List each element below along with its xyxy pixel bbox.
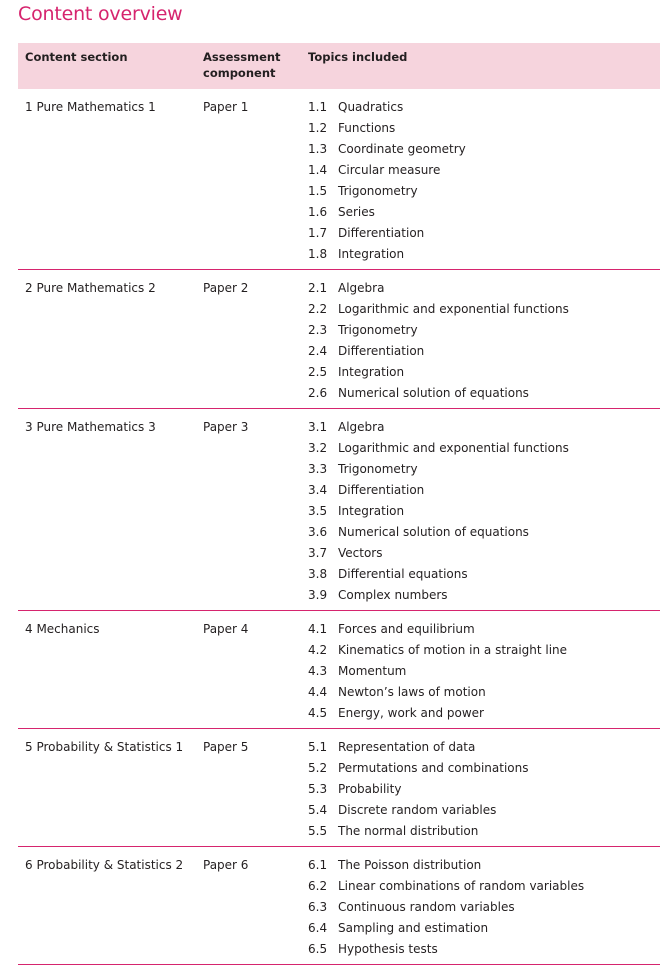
topic-label: Vectors	[338, 546, 383, 560]
topic-number: 1.5	[308, 184, 328, 198]
topic-item	[308, 585, 660, 606]
assessment-component: Paper 6	[203, 858, 249, 872]
topic-label: Linear combinations of random variables	[338, 879, 585, 893]
topic-label: Representation of data	[338, 740, 476, 754]
content-section-name: 6 Probability & Statistics 2	[25, 858, 184, 872]
topic-number: 6.3	[308, 900, 328, 914]
topic-label: Forces and equilibrium	[338, 622, 475, 636]
topic-label: Kinematics of motion in a straight line	[338, 643, 568, 657]
content-section-name: 1 Pure Mathematics 1	[25, 100, 156, 114]
content-section-name: 4 Mechanics	[25, 622, 100, 636]
topic-label: Numerical solution of equations	[338, 525, 529, 539]
topic-label: Circular measure	[338, 163, 441, 177]
topic-label: Differentiation	[338, 226, 425, 240]
topic-number: 1.8	[308, 247, 328, 261]
topic-item	[308, 703, 660, 724]
topic-label: Functions	[338, 121, 396, 135]
topic-label: Complex numbers	[338, 588, 448, 602]
table-row	[18, 270, 660, 409]
topic-number: 2.6	[308, 386, 328, 400]
assessment-component: Paper 4	[203, 622, 249, 636]
topic-item	[308, 939, 660, 960]
topic-number: 3.3	[308, 462, 328, 476]
topic-item	[308, 876, 660, 897]
topic-number: 4.3	[308, 664, 328, 678]
topic-item	[308, 918, 660, 939]
topic-label: The normal distribution	[338, 824, 479, 838]
topic-item	[308, 480, 660, 501]
table-row	[18, 409, 660, 611]
topic-label: Algebra	[338, 281, 385, 295]
header-topics-included: Topics included	[308, 50, 408, 64]
content-section-name: 3 Pure Mathematics 3	[25, 420, 156, 434]
topic-item	[308, 438, 660, 459]
topic-item	[308, 522, 660, 543]
topic-number: 2.1	[308, 281, 328, 295]
topic-number: 5.4	[308, 803, 328, 817]
table-row	[18, 729, 660, 847]
header-content-section: Content section	[25, 50, 128, 64]
topic-item	[308, 855, 660, 876]
topic-item	[308, 118, 660, 139]
topic-label: Sampling and estimation	[338, 921, 489, 935]
topic-list	[308, 847, 660, 964]
topic-label: Integration	[338, 247, 405, 261]
topic-item	[308, 417, 660, 438]
content-section-name: 2 Pure Mathematics 2	[25, 281, 156, 295]
topic-list	[308, 89, 660, 269]
topic-list	[308, 409, 660, 610]
topic-item	[308, 564, 660, 585]
topic-label: Differential equations	[338, 567, 468, 581]
topic-number: 2.5	[308, 365, 328, 379]
topic-label: Permutations and combinations	[338, 761, 529, 775]
topic-number: 6.2	[308, 879, 328, 893]
topic-label: Trigonometry	[338, 323, 418, 337]
header-assessment-component: Assessment component	[203, 50, 281, 80]
topic-label: Trigonometry	[338, 462, 418, 476]
content-section-name: 5 Probability & Statistics 1	[25, 740, 184, 754]
topic-number: 1.1	[308, 100, 328, 114]
topic-number: 1.6	[308, 205, 328, 219]
topic-number: 1.3	[308, 142, 328, 156]
topic-item	[308, 779, 660, 800]
topic-item	[308, 543, 660, 564]
topic-label: Numerical solution of equations	[338, 386, 529, 400]
topic-item	[308, 97, 660, 118]
table-row	[18, 611, 660, 729]
topic-label: Series	[338, 205, 375, 219]
topic-list	[308, 611, 660, 728]
topic-item	[308, 737, 660, 758]
topic-label: Logarithmic and exponential functions	[338, 302, 569, 316]
topic-number: 6.5	[308, 942, 328, 956]
topic-item	[308, 661, 660, 682]
topic-label: Logarithmic and exponential functions	[338, 441, 569, 455]
topic-number: 4.2	[308, 643, 328, 657]
topic-number: 4.1	[308, 622, 328, 636]
topic-number: 2.2	[308, 302, 328, 316]
topic-number: 3.6	[308, 525, 328, 539]
topic-number: 4.4	[308, 685, 328, 699]
topic-item	[308, 139, 660, 160]
topic-number: 6.1	[308, 858, 328, 872]
topic-item	[308, 619, 660, 640]
topic-label: Differentiation	[338, 344, 425, 358]
topic-number: 2.3	[308, 323, 328, 337]
topic-item	[308, 223, 660, 244]
topic-label: Differentiation	[338, 483, 425, 497]
topic-item	[308, 383, 660, 404]
topic-label: Integration	[338, 365, 405, 379]
topic-label: The Poisson distribution	[338, 858, 482, 872]
topic-number: 5.5	[308, 824, 328, 838]
assessment-component: Paper 1	[203, 100, 249, 114]
topic-label: Trigonometry	[338, 184, 418, 198]
table-body	[18, 89, 660, 965]
topic-label: Algebra	[338, 420, 385, 434]
topic-item	[308, 758, 660, 779]
topic-label: Discrete random variables	[338, 803, 497, 817]
topic-item	[308, 362, 660, 383]
topic-item	[308, 897, 660, 918]
page-title: Content overview	[18, 3, 183, 25]
topic-number: 3.1	[308, 420, 328, 434]
topic-item	[308, 160, 660, 181]
topic-label: Momentum	[338, 664, 407, 678]
topic-number: 5.2	[308, 761, 328, 775]
topic-number: 3.9	[308, 588, 328, 602]
topic-label: Coordinate geometry	[338, 142, 466, 156]
assessment-component: Paper 3	[203, 420, 249, 434]
topic-number: 1.4	[308, 163, 328, 177]
topic-label: Energy, work and power	[338, 706, 484, 720]
topic-number: 4.5	[308, 706, 328, 720]
topic-number: 3.4	[308, 483, 328, 497]
topic-list	[308, 729, 660, 846]
topic-item	[308, 202, 660, 223]
topic-item	[308, 682, 660, 703]
topic-list	[308, 270, 660, 408]
topic-label: Hypothesis tests	[338, 942, 438, 956]
content-table	[18, 43, 660, 965]
table-row	[18, 89, 660, 270]
topic-label: Continuous random variables	[338, 900, 515, 914]
topic-item	[308, 640, 660, 661]
topic-item	[308, 244, 660, 265]
topic-number: 1.7	[308, 226, 328, 240]
topic-item	[308, 181, 660, 202]
topic-label: Newton’s laws of motion	[338, 685, 486, 699]
topic-item	[308, 320, 660, 341]
topic-item	[308, 501, 660, 522]
topic-number: 3.7	[308, 546, 328, 560]
topic-number: 2.4	[308, 344, 328, 358]
topic-number: 3.8	[308, 567, 328, 581]
topic-item	[308, 278, 660, 299]
topic-item	[308, 821, 660, 842]
topic-label: Probability	[338, 782, 402, 796]
assessment-component: Paper 5	[203, 740, 249, 754]
topic-number: 3.5	[308, 504, 328, 518]
topic-label: Quadratics	[338, 100, 404, 114]
topic-number: 6.4	[308, 921, 328, 935]
topic-item	[308, 341, 660, 362]
topic-number: 5.1	[308, 740, 328, 754]
assessment-component: Paper 2	[203, 281, 249, 295]
topic-item	[308, 459, 660, 480]
topic-number: 3.2	[308, 441, 328, 455]
topic-item	[308, 800, 660, 821]
topic-label: Integration	[338, 504, 405, 518]
topic-number: 1.2	[308, 121, 328, 135]
topic-number: 5.3	[308, 782, 328, 796]
table-header	[18, 43, 660, 89]
topic-item	[308, 299, 660, 320]
table-row	[18, 847, 660, 965]
